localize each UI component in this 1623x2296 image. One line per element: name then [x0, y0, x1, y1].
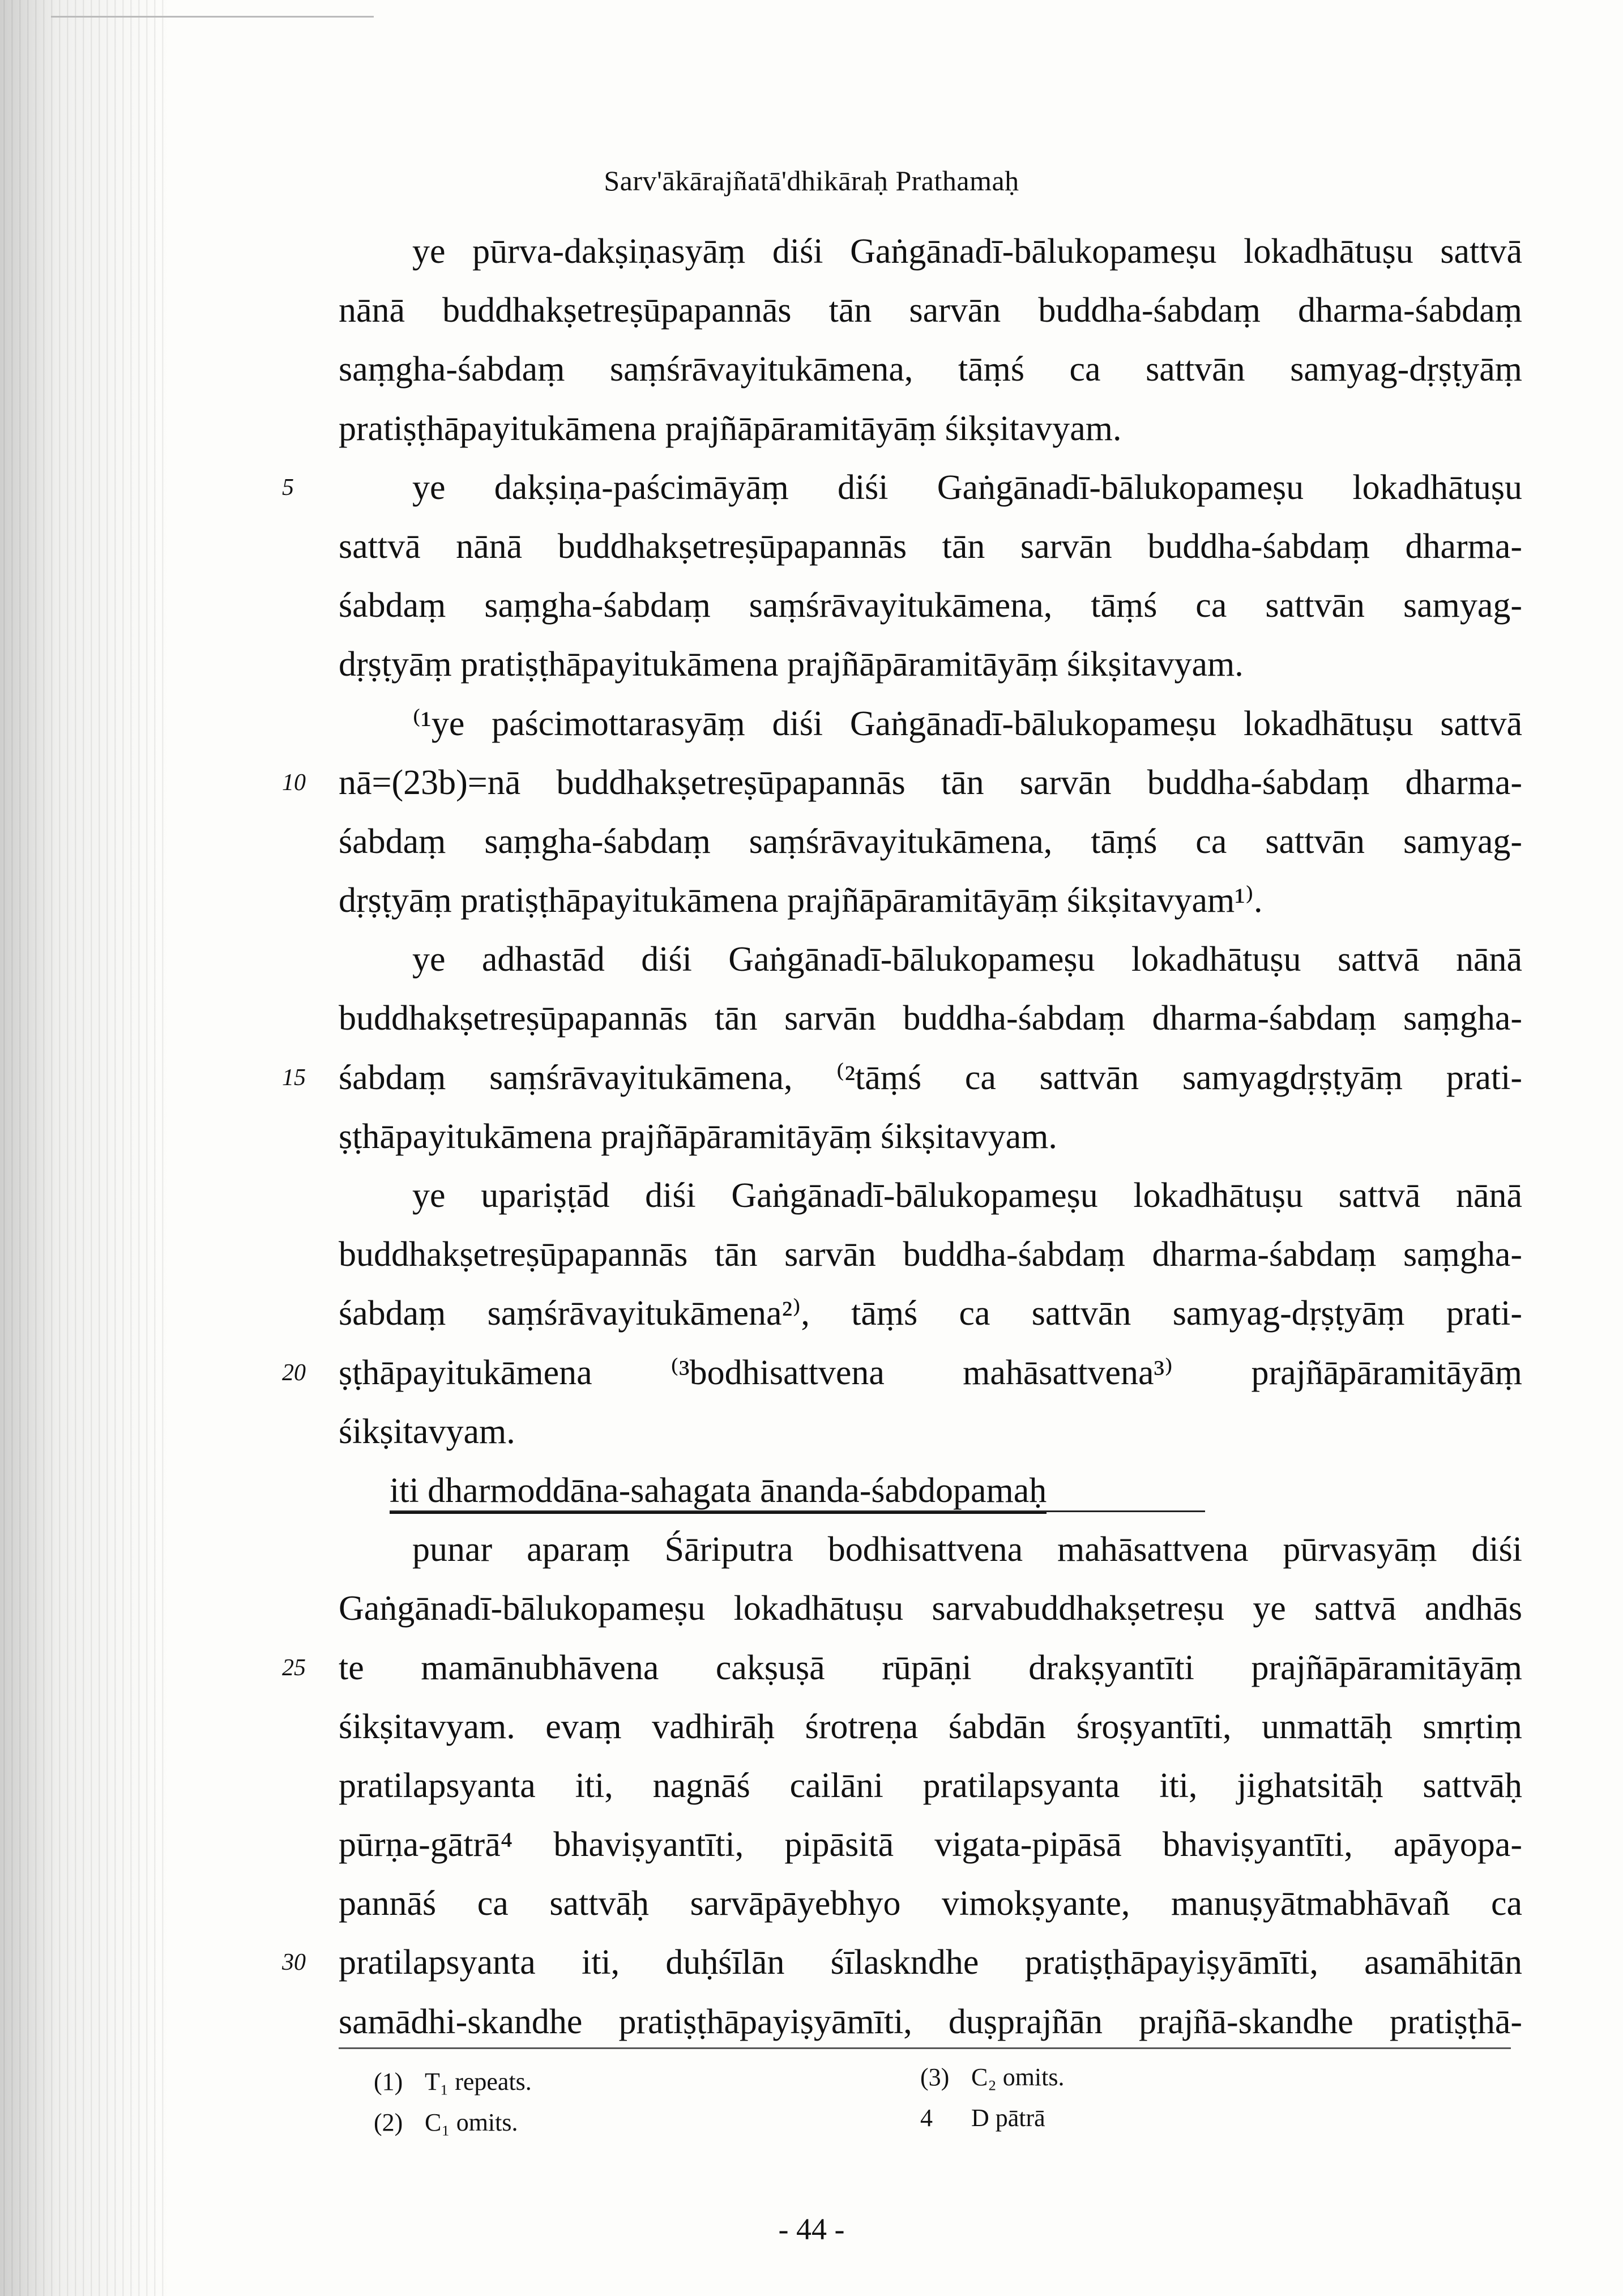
- text-line: [339, 222, 1522, 281]
- text-line-content: ⁽¹ye paścimottarasyāṃ diśi Gaṅgānadī-bālukopameṣu lokadhātuṣu sattvā: [412, 704, 1522, 743]
- footnote-mark: (2): [374, 2109, 403, 2136]
- text-line-content: punar aparaṃ Śāriputra bodhisattvena mahāsattvena pūrvasyāṃ diśi: [412, 1530, 1522, 1569]
- text-line: [339, 1107, 1522, 1166]
- text-line-content: śabdaṃ saṃśrāvayitukāmena²⁾, tāṃś ca sattvān samyag-dṛṣṭyāṃ prati-: [339, 1294, 1522, 1333]
- footnote-1: [374, 2067, 532, 2096]
- footnote-2: [374, 2108, 518, 2137]
- text-line: [339, 1402, 1522, 1461]
- text-line: [339, 1284, 1522, 1343]
- text-line: [339, 1697, 1522, 1756]
- main-text: [282, 222, 1522, 2051]
- footnote-text: T₁ repeats.: [425, 2068, 532, 2096]
- footnote-mark: 4: [920, 2104, 933, 2132]
- text-line: [339, 989, 1522, 1048]
- text-line-content: ye dakṣiṇa-paścimāyāṃ diśi Gaṅgānadī-bālukopameṣu lokadhātuṣu: [412, 468, 1522, 507]
- text-line: [339, 694, 1522, 753]
- text-line: [339, 1225, 1522, 1284]
- text-line: [339, 635, 1522, 694]
- text-line-content: śabdaṃ saṃgha-śabdaṃ saṃśrāvayitukāmena, tāṃś ca sattvān samyag-: [339, 822, 1522, 861]
- text-line: [339, 1992, 1522, 2051]
- text-line-content: pannāś ca sattvāḥ sarvāpāyebhyo vimokṣyante, manuṣyātmabhāvañ ca: [339, 1884, 1522, 1923]
- scan-gutter-shadow: [0, 0, 170, 2296]
- line-number: 10: [282, 769, 306, 796]
- footnote-3: [920, 2063, 1064, 2092]
- text-line-content: pratilapsyanta iti, nagnāś cailāni pratilapsyanta iti, jighatsitāḥ sattvāḥ: [339, 1766, 1522, 1805]
- line-number: 25: [282, 1654, 306, 1681]
- line-number: 30: [282, 1949, 306, 1976]
- text-line-content: nā=(23b)=nā buddhakṣetreṣūpapannās tān sarvān buddha-śabdaṃ dharma-: [339, 763, 1522, 802]
- text-line: [282, 1638, 1522, 1697]
- text-line-content: dṛṣṭyāṃ pratiṣṭhāpayitukāmena prajñāpāramitāyāṃ śikṣitavyam.: [339, 645, 1244, 684]
- text-line: [339, 281, 1522, 340]
- footnote-text: C₁ omits.: [425, 2109, 518, 2136]
- text-line-content: pratiṣṭhāpayitukāmena prajñāpāramitāyāṃ śikṣitavyam.: [339, 409, 1122, 448]
- text-line-content: nānā buddhakṣetreṣūpapannās tān sarvān buddha-śabdaṃ dharma-śabdaṃ: [339, 291, 1522, 330]
- text-line-content: ye adhastād diśi Gaṅgānadī-bālukopameṣu lokadhātuṣu sattvā nānā: [412, 940, 1522, 979]
- footnote-text: C₂ omits.: [971, 2063, 1065, 2091]
- line-number: 20: [282, 1359, 306, 1386]
- text-line-content: śabdaṃ saṃgha-śabdaṃ saṃśrāvayitukāmena, tāṃś ca sattvān samyag-: [339, 586, 1522, 625]
- text-line: [339, 576, 1522, 635]
- footnote-rule: [339, 2047, 1511, 2049]
- footnote-4: [920, 2103, 1045, 2132]
- text-line-content: dṛṣṭyāṃ pratiṣṭhāpayitukāmena prajñāpāramitāyāṃ śikṣitavyam¹⁾.: [339, 881, 1263, 920]
- text-line-content: pūrṇa-gātrā⁴ bhaviṣyantīti, pipāsitā vigata-pipāsā bhaviṣyantīti, apāyopa-: [339, 1825, 1522, 1864]
- text-line: [339, 1579, 1522, 1638]
- text-line: [339, 812, 1522, 871]
- text-line: [282, 1048, 1522, 1107]
- text-line: [282, 1933, 1522, 1992]
- text-line-content: Gaṅgānadī-bālukopameṣu lokadhātuṣu sarvabuddhakṣetreṣu ye sattvā andhās: [339, 1589, 1522, 1628]
- text-line-content: ṣṭhāpayitukāmena ⁽³bodhisattvena mahāsattvena³⁾ prajñāpāramitāyāṃ: [339, 1353, 1522, 1392]
- text-line: [339, 517, 1522, 576]
- text-line: [339, 930, 1522, 989]
- text-line: [339, 1520, 1522, 1579]
- text-line-content: buddhakṣetreṣūpapannās tān sarvān buddha-śabdaṃ dharma-śabdaṃ saṃgha-: [339, 999, 1522, 1038]
- text-line-content: śikṣitavyam.: [339, 1412, 515, 1451]
- text-line: [339, 399, 1522, 458]
- text-line-content: te mamānubhāvena cakṣuṣā rūpāṇi drakṣyantīti prajñāpāramitāyāṃ: [339, 1648, 1522, 1687]
- line-number: 15: [282, 1064, 306, 1091]
- text-line-content: buddhakṣetreṣūpapannās tān sarvān buddha-śabdaṃ dharma-śabdaṃ saṃgha-: [339, 1235, 1522, 1274]
- page-number: - 44 -: [778, 2212, 845, 2246]
- text-line: [339, 1166, 1522, 1225]
- heading-rule: [390, 1510, 1205, 1512]
- text-line-content: sattvā nānā buddhakṣetreṣūpapannās tān sarvān buddha-śabdaṃ dharma-: [339, 527, 1522, 566]
- text-line-content: samādhi-skandhe pratiṣṭhāpayiṣyāmīti, duṣprajñān prajñā-skandhe pratiṣṭhā-: [339, 2002, 1522, 2041]
- text-line: [339, 340, 1522, 399]
- text-line: [339, 1815, 1522, 1874]
- text-line-content: śikṣitavyam. evaṃ vadhirāḥ śrotreṇa śabdān śroṣyantīti, unmattāḥ smṛtiṃ: [339, 1707, 1522, 1746]
- text-line-content: śabdaṃ saṃśrāvayitukāmena, ⁽²tāṃś ca sattvān samyagdṛṣṭyāṃ prati-: [339, 1058, 1522, 1097]
- footnote-mark: (3): [920, 2063, 950, 2091]
- text-line: [282, 753, 1522, 812]
- line-number: 5: [282, 474, 294, 501]
- text-line-content: saṃgha-śabdaṃ saṃśrāvayitukāmena, tāṃś ca sattvān samyag-dṛṣṭyāṃ: [339, 350, 1522, 389]
- section-heading: [339, 1461, 1522, 1520]
- footnote-text: D pātrā: [971, 2104, 1045, 2132]
- text-line: [282, 458, 1522, 517]
- footnote-mark: (1): [374, 2068, 403, 2096]
- section-heading-text: iti dharmoddāna-sahagata ānanda-śabdopamaḥ: [390, 1471, 1047, 1514]
- text-line: [339, 871, 1522, 930]
- text-line-content: ṣṭhāpayitukāmena prajñāpāramitāyāṃ śikṣitavyam.: [339, 1117, 1057, 1156]
- text-line: [339, 1874, 1522, 1933]
- text-line-content: ye upariṣṭād diśi Gaṅgānadī-bālukopameṣu lokadhātuṣu sattvā nānā: [412, 1176, 1522, 1215]
- text-line: [339, 1756, 1522, 1815]
- text-line-content: pratilapsyanta iti, duḥśīlān śīlaskndhe pratiṣṭhāpayiṣyāmīti, asamāhitān: [339, 1943, 1522, 1982]
- text-line-content: ye pūrva-dakṣiṇasyāṃ diśi Gaṅgānadī-bālukopameṣu lokadhātuṣu sattvā: [412, 232, 1522, 271]
- running-head: Sarv'ākārajñatā'dhikāraḥ Prathamaḥ: [604, 165, 1019, 197]
- scan-edge-line: [51, 16, 374, 18]
- text-line: [282, 1343, 1522, 1402]
